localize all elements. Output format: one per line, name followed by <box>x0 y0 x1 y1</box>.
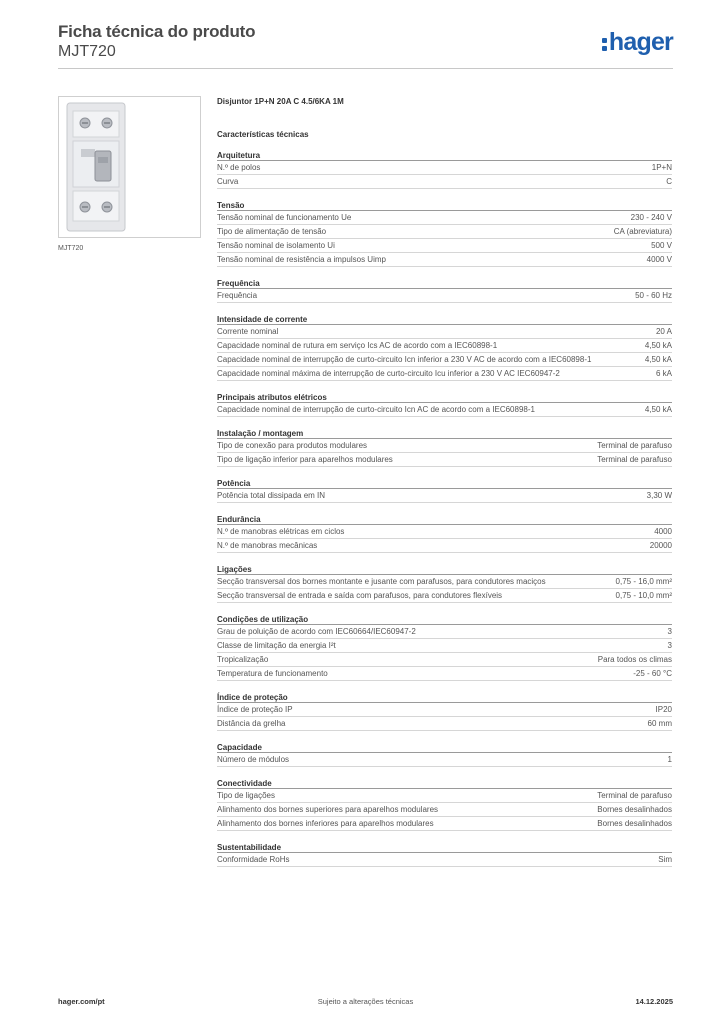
logo-text: hager <box>608 28 673 56</box>
spec-label: Tipo de conexão para produtos modulares <box>217 441 368 450</box>
spec-label: Corrente nominal <box>217 327 279 336</box>
spec-value: 230 - 240 V <box>630 213 672 222</box>
spec-row <box>217 639 672 653</box>
spec-value: 0,75 - 16,0 mm² <box>615 577 672 586</box>
header-divider <box>58 68 673 69</box>
spec-section <box>217 561 672 603</box>
spec-value: 20 A <box>655 327 672 336</box>
spec-value: Terminal de parafuso <box>597 441 672 450</box>
spec-value: 60 mm <box>647 719 672 728</box>
spec-value: 4,50 kA <box>644 405 672 414</box>
spec-value: Terminal de parafuso <box>597 791 672 800</box>
spec-row <box>217 453 672 467</box>
spec-row <box>217 653 672 667</box>
technical-characteristics-title: Características técnicas <box>217 130 309 139</box>
spec-label: Grau de poluição de acordo com IEC60664/IEC60947-2 <box>217 627 416 636</box>
spec-row <box>217 175 672 189</box>
spec-section <box>217 775 672 831</box>
spec-value: 4,50 kA <box>644 355 672 364</box>
section-title: Conectividade <box>217 775 672 789</box>
spec-row <box>217 367 672 381</box>
spec-row <box>217 239 672 253</box>
spec-value: 4,50 kA <box>644 341 672 350</box>
spec-value: C <box>666 177 672 186</box>
spec-label: Capacidade nominal de rutura em serviço Ics AC de acordo com a IEC60898-1 <box>217 341 498 350</box>
spec-value: 3,30 W <box>646 491 672 500</box>
spec-label: Número de módulos <box>217 755 290 764</box>
spec-label: Frequência <box>217 291 258 300</box>
spec-label: Tipo de alimentação de tensão <box>217 227 327 236</box>
spec-value: 50 - 60 Hz <box>635 291 672 300</box>
footer-date: 14.12.2025 <box>635 997 673 1006</box>
spec-row <box>217 703 672 717</box>
spec-value: Sim <box>658 855 672 864</box>
spec-section <box>217 611 672 681</box>
spec-value: 500 V <box>651 241 672 250</box>
spec-label: Secção transversal dos bornes montante e jusante com parafusos, para condutores maciços <box>217 577 546 586</box>
spec-row <box>217 161 672 175</box>
spec-value: 20000 <box>649 541 672 550</box>
spec-value: Bornes desalinhados <box>597 805 672 814</box>
section-title: Capacidade <box>217 739 672 753</box>
spec-row <box>217 789 672 803</box>
spec-row <box>217 575 672 589</box>
spec-label: Tensão nominal de funcionamento Ue <box>217 213 352 222</box>
section-title: Condições de utilização <box>217 611 672 625</box>
spec-value: 4000 V <box>646 255 672 264</box>
spec-label: N.º de manobras mecânicas <box>217 541 318 550</box>
spec-section <box>217 739 672 767</box>
spec-section <box>217 311 672 381</box>
section-title: Principais atributos elétricos <box>217 389 672 403</box>
spec-row <box>217 625 672 639</box>
section-title: Índice de proteção <box>217 689 672 703</box>
spec-label: Capacidade nominal de interrupção de curto-circuito Icn AC de acordo com a IEC60898-1 <box>217 405 535 414</box>
spec-label: Capacidade nominal máxima de interrupção de curto-circuito Icu inferior a 230 V AC IEC60947-2 <box>217 369 560 378</box>
spec-value: 3 <box>667 641 672 650</box>
spec-row <box>217 525 672 539</box>
spec-label: Curva <box>217 177 239 186</box>
section-title: Ligações <box>217 561 672 575</box>
section-title: Sustentabilidade <box>217 839 672 853</box>
section-title: Intensidade de corrente <box>217 311 672 325</box>
spec-section <box>217 511 672 553</box>
spec-row <box>217 817 672 831</box>
spec-value: Bornes desalinhados <box>597 819 672 828</box>
page-footer <box>58 997 673 1011</box>
spec-section <box>217 689 672 731</box>
spec-row <box>217 439 672 453</box>
spec-row <box>217 717 672 731</box>
product-caption: MJT720 <box>58 245 84 252</box>
spec-label: N.º de manobras elétricas em ciclos <box>217 527 345 536</box>
spec-section <box>217 197 672 267</box>
section-title: Arquitetura <box>217 147 672 161</box>
spec-value: Terminal de parafuso <box>597 455 672 464</box>
spec-row <box>217 353 672 367</box>
spec-label: Secção transversal de entrada e saída com parafusos, para condutores flexíveis <box>217 591 503 600</box>
spec-sections <box>217 147 672 867</box>
spec-label: Distância da grelha <box>217 719 286 728</box>
hager-logo[interactable] <box>602 28 673 57</box>
circuit-breaker-image <box>59 97 200 237</box>
spec-section <box>217 839 672 867</box>
page-title: Ficha técnica do produto <box>58 22 256 41</box>
product-reference: MJT720 <box>58 43 116 60</box>
spec-label: Tensão nominal de resistência a impulsos Uimp <box>217 255 386 264</box>
spec-row <box>217 853 672 867</box>
section-title: Frequência <box>217 275 672 289</box>
spec-row <box>217 339 672 353</box>
spec-value: IP20 <box>655 705 672 714</box>
section-title: Instalação / montagem <box>217 425 672 439</box>
spec-row <box>217 325 672 339</box>
spec-section <box>217 147 672 189</box>
spec-label: Conformidade RoHs <box>217 855 290 864</box>
spec-row <box>217 253 672 267</box>
section-title: Tensão <box>217 197 672 211</box>
spec-label: N.º de polos <box>217 163 261 172</box>
spec-label: Classe de limitação da energia I²t <box>217 641 336 650</box>
spec-value: CA (abreviatura) <box>613 227 672 236</box>
spec-label: Alinhamento dos bornes inferiores para aparelhos modulares <box>217 819 434 828</box>
spec-row <box>217 489 672 503</box>
spec-label: Tipo de ligação inferior para aparelhos modulares <box>217 455 393 464</box>
product-image <box>58 96 201 238</box>
spec-label: Tensão nominal de isolamento Ui <box>217 241 335 250</box>
spec-value: 6 kA <box>655 369 672 378</box>
spec-row <box>217 667 672 681</box>
spec-row <box>217 803 672 817</box>
spec-value: 4000 <box>654 527 672 536</box>
spec-label: Tropicalização <box>217 655 269 664</box>
section-title: Potência <box>217 475 672 489</box>
spec-value: Para todos os climas <box>597 655 672 664</box>
spec-row <box>217 225 672 239</box>
spec-row <box>217 289 672 303</box>
spec-row <box>217 589 672 603</box>
section-title: Endurância <box>217 511 672 525</box>
spec-label: Tipo de ligações <box>217 791 275 800</box>
spec-value: 3 <box>667 627 672 636</box>
spec-row <box>217 539 672 553</box>
footer-website-link[interactable]: hager.com/pt <box>58 997 105 1006</box>
logo-dots-icon <box>602 38 607 51</box>
spec-section <box>217 275 672 303</box>
product-name: Disjuntor 1P+N 20A C 4.5/6KA 1M <box>217 97 344 106</box>
footer-note: Sujeito a alterações técnicas <box>317 997 414 1006</box>
spec-value: -25 - 60 °C <box>633 669 672 678</box>
spec-row <box>217 753 672 767</box>
spec-value: 0,75 - 10,0 mm² <box>615 591 672 600</box>
spec-section <box>217 389 672 417</box>
spec-row <box>217 403 672 417</box>
spec-section <box>217 425 672 467</box>
page-header <box>58 22 673 70</box>
spec-content <box>217 97 672 867</box>
spec-value: 1 <box>667 755 672 764</box>
spec-value: 1P+N <box>651 163 672 172</box>
spec-label: Alinhamento dos bornes superiores para aparelhos modulares <box>217 805 439 814</box>
spec-label: Potência total dissipada em IN <box>217 491 326 500</box>
spec-row <box>217 211 672 225</box>
spec-label: Índice de proteção IP <box>217 705 293 714</box>
spec-section <box>217 475 672 503</box>
spec-label: Temperatura de funcionamento <box>217 669 328 678</box>
spec-label: Capacidade nominal de interrupção de curto-circuito Icn inferior a 230 V AC de acordo com a IEC60898-1 <box>217 355 592 364</box>
